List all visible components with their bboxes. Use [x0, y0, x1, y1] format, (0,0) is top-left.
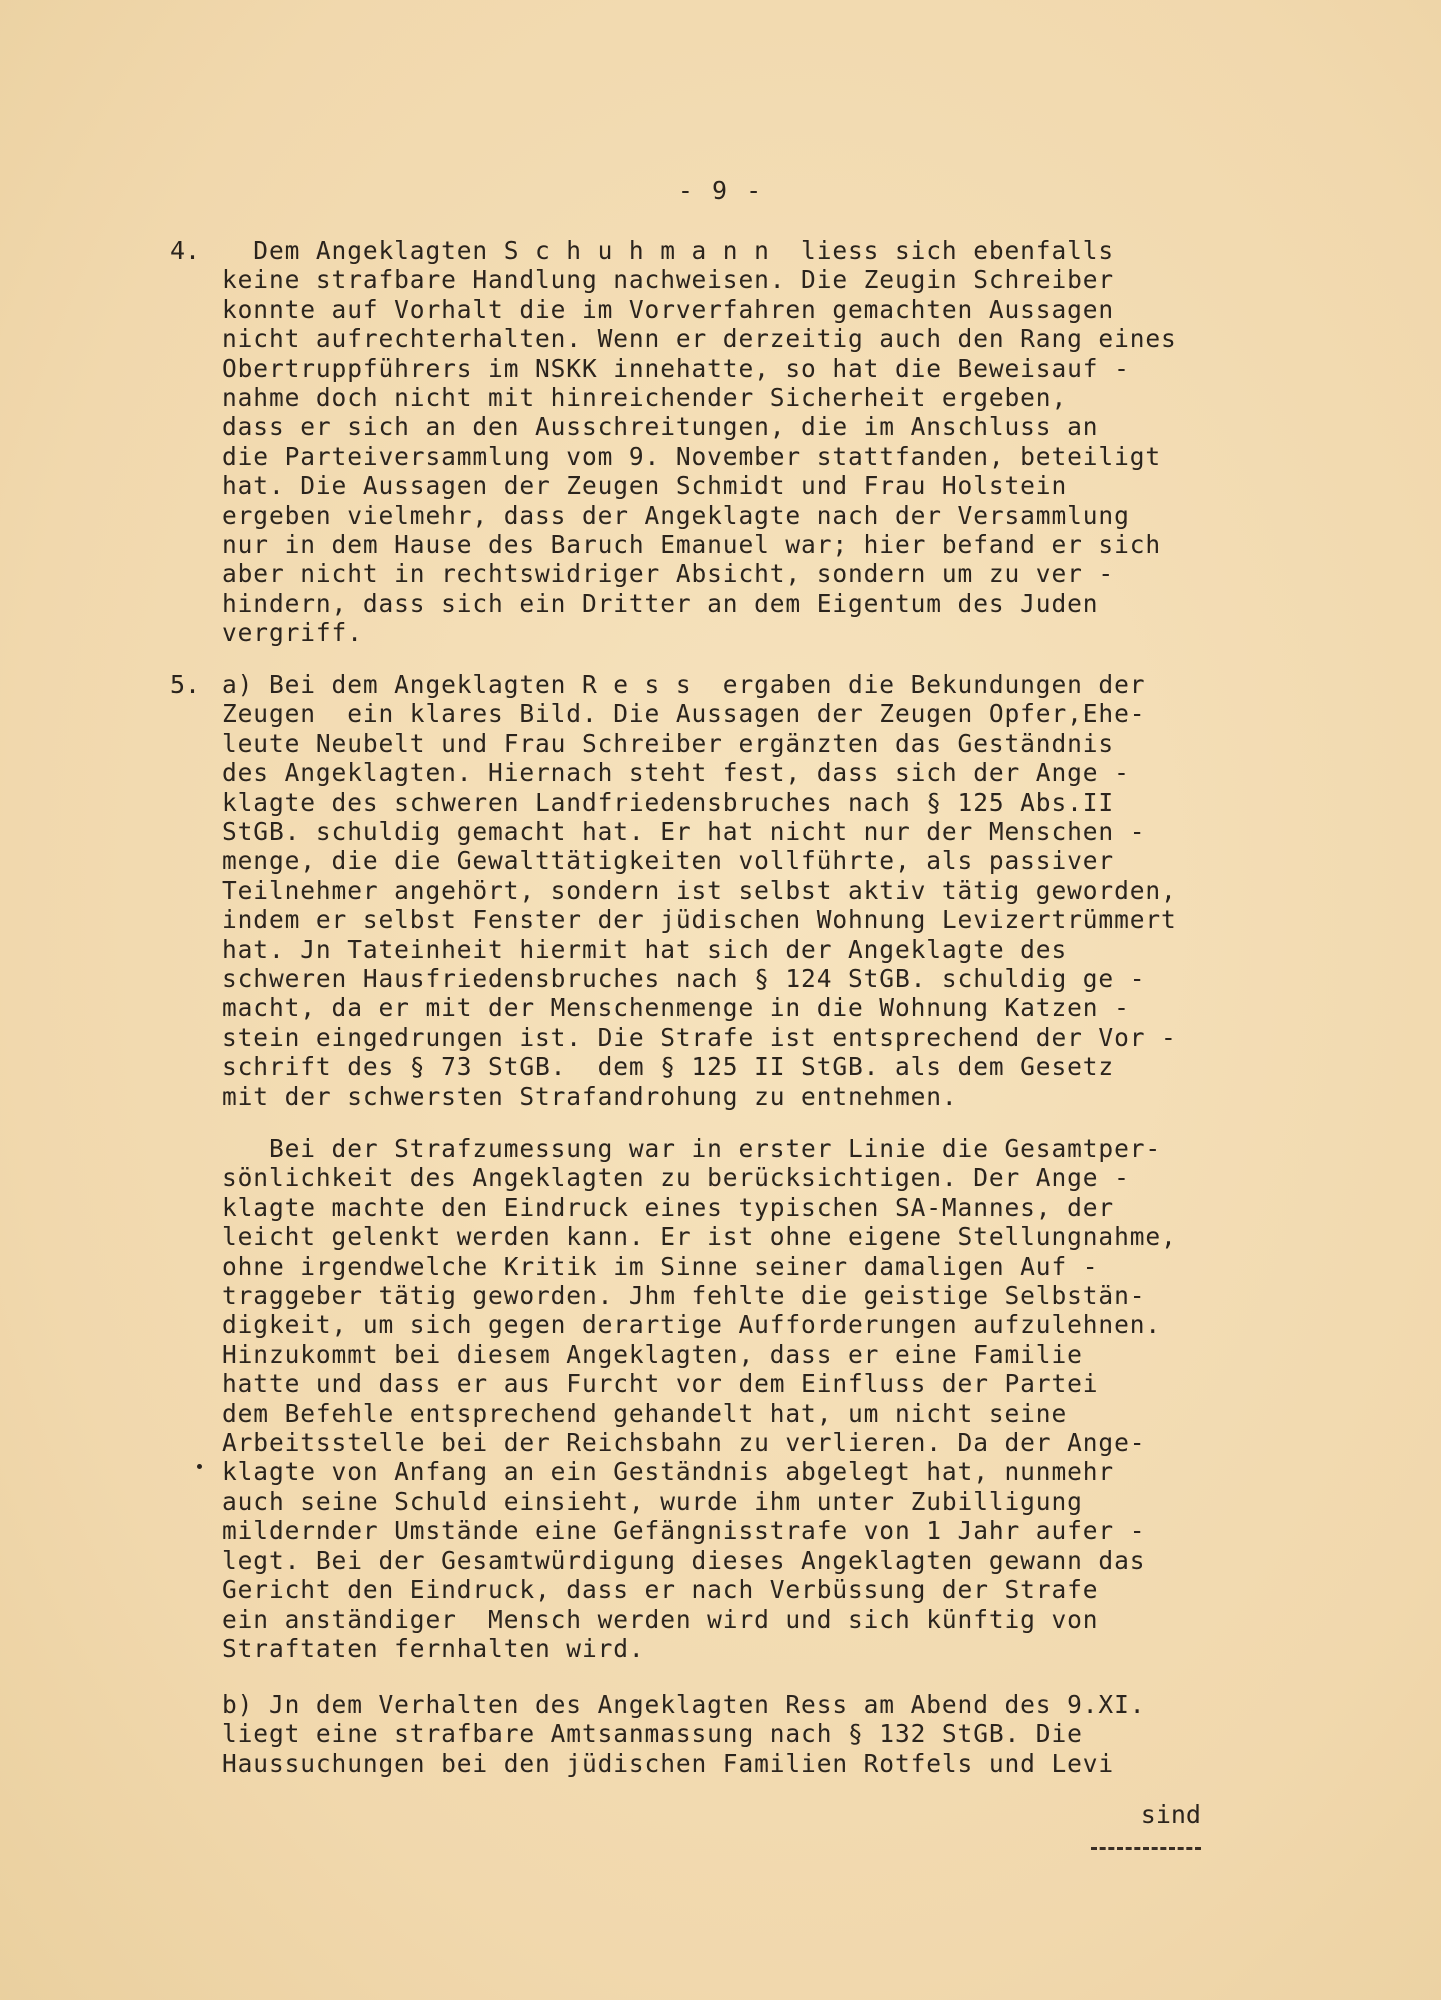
text-line: klagte machte den Eindruck eines typischen SA-Mannes, der [222, 1192, 1115, 1222]
text-line: Hinzukommt bei diesem Angeklagten, dass er eine Familie [222, 1339, 1083, 1369]
text-line: a) Bei dem Angeklagten R e s s ergaben die Bekundungen der [222, 670, 1146, 699]
text-line: Dem Angeklagten S c h u h m a n n liess sich ebenfalls [222, 236, 1115, 265]
text-line: schweren Hausfriedensbruches nach § 124 StGB. schuldig ge - [222, 964, 1146, 994]
catchword-rule [1091, 1847, 1201, 1850]
text-line: Straftaten fernhalten wird. [222, 1633, 645, 1663]
text-line: mit der schwersten Strafandrohung zu entnehmen. [222, 1081, 958, 1111]
text-line: keine strafbare Handlung nachweisen. Die Zeugin Schreiber [222, 265, 1115, 295]
text-line: leicht gelenkt werden kann. Er ist ohne eigene Stellungnahme, [222, 1222, 1177, 1252]
catchword: sind [1140, 1800, 1201, 1829]
text-line: liegt eine strafbare Amtsanmassung nach § 132 StGB. Die [222, 1719, 1083, 1749]
text-line: des Angeklagten. Hiernach steht fest, dass sich der Ange - [222, 758, 1130, 788]
text-line: konnte auf Vorhalt die im Vorverfahren gemachten Aussagen [222, 294, 1115, 324]
text-line: die Parteiversammlung vom 9. November stattfanden, beteiligt [222, 441, 1162, 471]
text-line: traggeber tätig geworden. Jhm fehlte die geistige Selbstän- [222, 1281, 1146, 1311]
text-line: vergriff. [222, 618, 363, 648]
text-line: hat. Jn Tateinheit hiermit hat sich der Angeklagte des [222, 934, 1068, 964]
text-line: hindern, dass sich ein Dritter an dem Eigentum des Juden [222, 588, 1099, 618]
text-line: Zeugen ein klares Bild. Die Aussagen der Zeugen Opfer,Ehe- [222, 699, 1146, 729]
text-line: sönlichkeit des Angeklagten zu berücksichtigen. Der Ange - [222, 1163, 1130, 1193]
text-line: hat. Die Aussagen der Zeugen Schmidt und Frau Holstein [222, 471, 1068, 501]
text-line: Arbeitsstelle bei der Reichsbahn zu verlieren. Da der Ange- [222, 1428, 1146, 1458]
text-line: nahme doch nicht mit hinreichender Sicherheit ergeben, [222, 383, 1068, 413]
text-line: Bei der Strafzumessung war in erster Linie die Gesamtper- [222, 1134, 1162, 1163]
text-line: Gericht den Eindruck, dass er nach Verbüssung der Strafe [222, 1575, 1099, 1605]
text-line: dem Befehle entsprechend gehandelt hat, um nicht seine [222, 1398, 1068, 1428]
text-line: nicht aufrechterhalten. Wenn er derzeitig auch den Rang eines [222, 324, 1177, 354]
section-number: 5. [170, 670, 201, 699]
text-line: StGB. schuldig gemacht hat. Er hat nicht nur der Menschen - [222, 817, 1146, 847]
text-line: menge, die die Gewalttätigkeiten vollführte, als passiver [222, 846, 1115, 876]
text-line: macht, da er mit der Menschenmenge in die Wohnung Katzen - [222, 993, 1130, 1023]
section-5a-paragraph-2-text [222, 1134, 1352, 1663]
text-line: mildernder Umstände eine Gefängnisstrafe von 1 Jahr aufer - [222, 1516, 1146, 1546]
ink-dot [197, 1464, 202, 1469]
page-number: - 9 - [677, 176, 764, 205]
section-5b-text [222, 1690, 1352, 1778]
section-number: 4. [170, 236, 201, 265]
text-line: klagte des schweren Landfriedensbruches nach § 125 Abs.II [222, 787, 1115, 817]
text-line: aber nicht in rechtswidriger Absicht, sondern um zu ver - [222, 559, 1115, 589]
text-line: ohne irgendwelche Kritik im Sinne seiner damaligen Auf - [222, 1251, 1099, 1281]
text-line: leute Neubelt und Frau Schreiber ergänzten das Geständnis [222, 728, 1115, 758]
text-line: hatte und dass er aus Furcht vor dem Einfluss der Partei [222, 1369, 1099, 1399]
text-line: digkeit, um sich gegen derartige Aufforderungen aufzulehnen. [222, 1310, 1162, 1340]
section-5a-text [222, 670, 1352, 1111]
text-line: Obertruppführers im NSKK innehatte, so hat die Beweisauf - [222, 353, 1130, 383]
text-line: Haussuchungen bei den jüdischen Familien Rotfels und Levi [222, 1748, 1115, 1778]
text-line: stein eingedrungen ist. Die Strafe ist entsprechend der Vor - [222, 1022, 1177, 1052]
text-line: nur in dem Hause des Baruch Emanuel war; hier befand er sich [222, 530, 1162, 560]
text-line: ein anständiger Mensch werden wird und sich künftig von [222, 1604, 1099, 1634]
text-line: indem er selbst Fenster der jüdischen Wohnung Levizertrümmert [222, 905, 1177, 935]
text-line: Teilnehmer angehört, sondern ist selbst aktiv tätig geworden, [222, 875, 1177, 905]
text-line: auch seine Schuld einsieht, wurde ihm unter Zubilligung [222, 1486, 1083, 1516]
text-line: schrift des § 73 StGB. dem § 125 II StGB. als dem Gesetz [222, 1052, 1115, 1082]
text-line: b) Jn dem Verhalten des Angeklagten Ress am Abend des 9.XI. [222, 1690, 1146, 1719]
text-line: klagte von Anfang an ein Geständnis abgelegt hat, nunmehr [222, 1457, 1115, 1487]
text-line: legt. Bei der Gesamtwürdigung dieses Angeklagten gewann das [222, 1545, 1146, 1575]
text-line: ergeben vielmehr, dass der Angeklagte nach der Versammlung [222, 500, 1130, 530]
section-4-text [222, 236, 1352, 648]
text-line: dass er sich an den Ausschreitungen, die im Anschluss an [222, 412, 1099, 442]
